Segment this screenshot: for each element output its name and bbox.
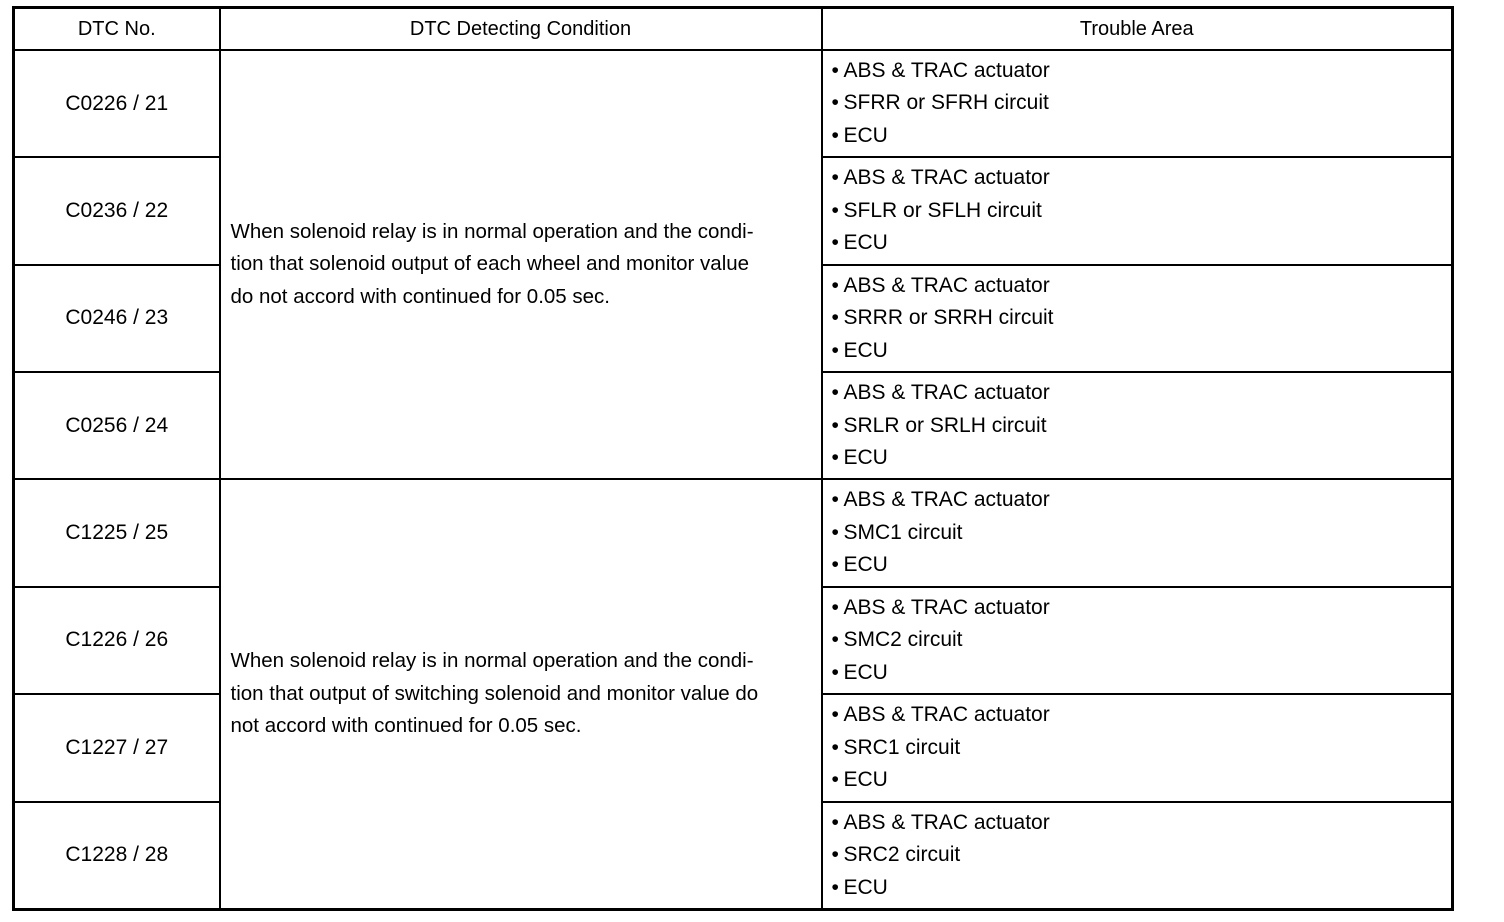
trouble-area-item xyxy=(832,484,1452,517)
condition-line: When solenoid relay is in normal operation and the condi- xyxy=(230,219,754,243)
trouble-area-cell xyxy=(822,157,1453,264)
dtc-code-cell: C0226 / 21 xyxy=(14,50,220,157)
trouble-area-item xyxy=(832,624,1452,657)
dtc-code-cell: C1227 / 27 xyxy=(14,694,220,801)
trouble-area-text: SRLR or SRLH circuit xyxy=(843,413,1047,437)
condition-line: do not accord with continued for 0.05 sec. xyxy=(230,284,610,308)
header-condition: DTC Detecting Condition xyxy=(220,8,822,51)
trouble-area-item xyxy=(832,302,1452,335)
trouble-area-cell xyxy=(822,694,1453,801)
trouble-area-item xyxy=(832,410,1452,443)
bullet-icon: • xyxy=(831,338,839,362)
trouble-area-text: ABS & TRAC actuator xyxy=(843,703,1050,727)
table-row xyxy=(14,50,1453,157)
dtc-code-cell: C1225 / 25 xyxy=(14,479,220,586)
trouble-area-item xyxy=(832,592,1452,625)
bullet-icon: • xyxy=(831,875,839,899)
bullet-icon: • xyxy=(831,123,839,147)
trouble-area-item xyxy=(832,657,1452,690)
trouble-area-item xyxy=(832,270,1452,303)
trouble-area-text: SRRR or SRRH circuit xyxy=(843,306,1054,330)
bullet-icon: • xyxy=(831,553,839,577)
trouble-area-text: ECU xyxy=(843,231,888,255)
trouble-area-list xyxy=(832,377,1452,475)
trouble-area-list xyxy=(832,55,1452,153)
trouble-area-cell xyxy=(822,50,1453,157)
trouble-area-text: ECU xyxy=(843,338,888,362)
trouble-area-item xyxy=(832,162,1452,195)
trouble-area-item xyxy=(832,549,1452,582)
bullet-icon: • xyxy=(831,306,839,330)
condition-line: When solenoid relay is in normal operation and the condi- xyxy=(230,649,754,673)
trouble-area-item xyxy=(832,87,1452,120)
bullet-icon: • xyxy=(831,488,839,512)
trouble-area-text: ABS & TRAC actuator xyxy=(843,381,1050,404)
bullet-icon: • xyxy=(831,381,839,404)
trouble-area-text: SFRR or SFRH circuit xyxy=(843,91,1049,115)
trouble-area-text: SFLR or SFLH circuit xyxy=(843,198,1042,222)
trouble-area-cell xyxy=(822,479,1453,586)
bullet-icon: • xyxy=(831,735,839,759)
dtc-code-cell: C0246 / 23 xyxy=(14,265,220,372)
trouble-area-item xyxy=(832,377,1452,410)
bullet-icon: • xyxy=(831,413,839,437)
bullet-icon: • xyxy=(831,810,839,834)
header-trouble-area: Trouble Area xyxy=(822,8,1453,51)
trouble-area-text: ECU xyxy=(843,123,888,147)
dtc-code-cell: C0256 / 24 xyxy=(14,372,220,479)
bullet-icon: • xyxy=(831,595,839,619)
trouble-area-item xyxy=(832,195,1452,228)
trouble-area-text: SMC2 circuit xyxy=(843,628,963,652)
trouble-area-text: SMC1 circuit xyxy=(843,520,963,544)
trouble-area-text: ABS & TRAC actuator xyxy=(843,166,1050,190)
bullet-icon: • xyxy=(831,628,839,652)
trouble-area-item xyxy=(832,227,1452,260)
condition-line: tion that output of switching solenoid and monitor value do xyxy=(230,681,759,705)
trouble-area-text: ABS & TRAC actuator xyxy=(843,488,1050,512)
trouble-area-item xyxy=(832,120,1452,153)
trouble-area-text: ABS & TRAC actuator xyxy=(843,810,1050,834)
bullet-icon: • xyxy=(831,58,839,82)
header-row xyxy=(14,8,1453,51)
trouble-area-cell xyxy=(822,265,1453,372)
bullet-icon: • xyxy=(831,166,839,190)
detecting-condition-cell xyxy=(220,50,822,479)
trouble-area-text: ABS & TRAC actuator xyxy=(843,273,1050,297)
trouble-area-text: SRC1 circuit xyxy=(843,735,961,759)
bullet-icon: • xyxy=(831,446,839,469)
header-dtc-no: DTC No. xyxy=(14,8,220,51)
trouble-area-list xyxy=(832,484,1452,582)
trouble-area-text: ECU xyxy=(843,446,888,469)
dtc-code-cell: C1226 / 26 xyxy=(14,587,220,694)
trouble-area-cell xyxy=(822,802,1453,910)
dtc-code-cell: C1228 / 28 xyxy=(14,802,220,910)
trouble-area-list xyxy=(832,162,1452,260)
bullet-icon: • xyxy=(831,231,839,255)
trouble-area-text: ECU xyxy=(843,875,888,899)
detecting-condition-cell xyxy=(220,479,822,909)
trouble-area-text: ABS & TRAC actuator xyxy=(843,58,1050,82)
bullet-icon: • xyxy=(831,660,839,684)
trouble-area-item xyxy=(832,55,1452,88)
trouble-area-text: ABS & TRAC actuator xyxy=(843,595,1050,619)
trouble-area-item xyxy=(832,807,1452,840)
dtc-table xyxy=(12,6,1454,911)
trouble-area-cell xyxy=(822,587,1453,694)
trouble-area-item xyxy=(832,442,1452,475)
table-row xyxy=(14,479,1453,586)
trouble-area-item xyxy=(832,839,1452,872)
bullet-icon: • xyxy=(831,843,839,866)
trouble-area-list xyxy=(832,807,1452,905)
bullet-icon: • xyxy=(831,273,839,297)
condition-line: tion that solenoid output of each wheel and monitor value xyxy=(230,252,750,276)
trouble-area-list xyxy=(832,592,1452,690)
trouble-area-item xyxy=(832,764,1452,797)
trouble-area-text: SRC2 circuit xyxy=(843,843,961,866)
bullet-icon: • xyxy=(831,520,839,544)
condition-line: not accord with continued for 0.05 sec. xyxy=(230,714,582,738)
trouble-area-text: ECU xyxy=(843,553,888,577)
trouble-area-list xyxy=(832,699,1452,797)
trouble-area-text: ECU xyxy=(843,768,888,792)
bullet-icon: • xyxy=(831,703,839,727)
trouble-area-item xyxy=(832,732,1452,765)
bullet-icon: • xyxy=(831,198,839,222)
trouble-area-item xyxy=(832,335,1452,368)
trouble-area-item xyxy=(832,517,1452,550)
trouble-area-item xyxy=(832,872,1452,905)
dtc-code-cell: C0236 / 22 xyxy=(14,157,220,264)
trouble-area-text: ECU xyxy=(843,660,888,684)
bullet-icon: • xyxy=(831,768,839,792)
trouble-area-cell xyxy=(822,372,1453,479)
bullet-icon: • xyxy=(831,91,839,115)
trouble-area-item xyxy=(832,699,1452,732)
trouble-area-list xyxy=(832,270,1452,368)
